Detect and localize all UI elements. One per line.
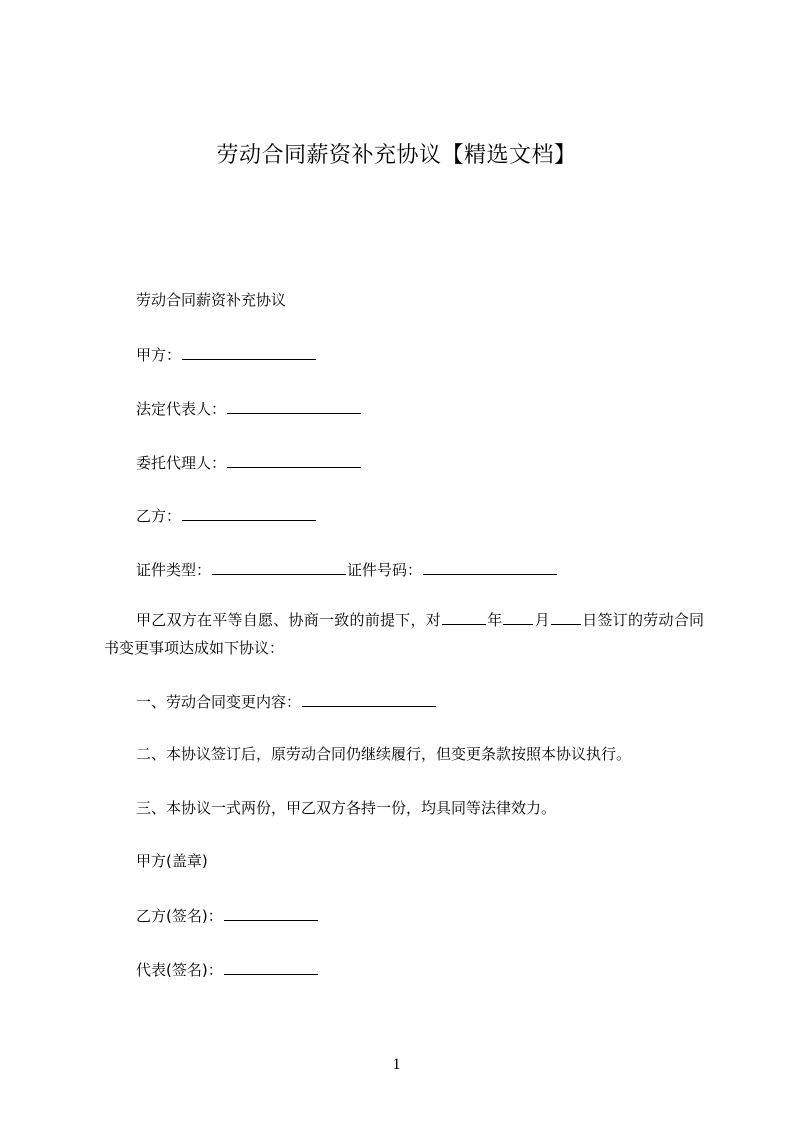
id-type-label: 证件类型： <box>136 561 212 579</box>
agent-blank <box>227 452 361 468</box>
page-number: 1 <box>392 1056 401 1073</box>
legal-rep-label: 法定代表人： <box>136 400 227 418</box>
clause-2: 二、本协议签订后，原劳动合同仍继续履行，但变更条款按照本协议执行。 <box>136 745 632 763</box>
intro-year: 年 <box>486 611 503 629</box>
party-b-sign-label: 乙方(签名)： <box>136 907 223 925</box>
rep-sign-blank <box>224 959 318 975</box>
id-type-blank <box>212 559 346 575</box>
month-blank <box>503 609 533 625</box>
document-subtitle: 劳动合同薪资补充协议 <box>136 291 287 309</box>
party-b-blank <box>182 505 316 521</box>
party-a-label: 甲方： <box>136 346 182 364</box>
id-line <box>136 559 558 580</box>
id-number-label: 证件号码： <box>347 561 423 579</box>
clause-3: 三、本协议一式两份，甲乙双方各持一份，均具同等法律效力。 <box>136 799 557 817</box>
party-b-sign-line <box>136 905 319 926</box>
agent-line <box>136 452 362 473</box>
clause-1-blank <box>302 691 436 707</box>
party-a-line <box>136 344 317 365</box>
rep-sign-line <box>136 959 319 980</box>
intro-month: 月 <box>534 611 550 629</box>
party-b-sign-blank <box>224 905 318 921</box>
intro-part2: 日签订的劳动合同书变更事项达成如下协议： <box>104 611 704 657</box>
agent-label: 委托代理人： <box>136 454 227 472</box>
intro-part1: 甲乙双方在平等自愿、协商一致的前提下，对 <box>136 611 441 629</box>
legal-rep-line <box>136 398 362 419</box>
year-blank <box>442 609 486 625</box>
rep-sign-label: 代表(签名)： <box>136 961 223 979</box>
day-blank <box>551 609 581 625</box>
party-a-seal: 甲方(盖章) <box>136 852 208 870</box>
intro-paragraph <box>104 606 704 662</box>
clause-1-label: 一、劳动合同变更内容： <box>136 693 302 711</box>
party-a-blank <box>182 344 316 360</box>
party-b-label: 乙方： <box>136 507 182 525</box>
legal-rep-blank <box>227 398 361 414</box>
clause-1-line <box>136 691 437 712</box>
document-title: 劳动合同薪资补充协议【精选文档】 <box>216 143 577 168</box>
id-number-blank <box>423 559 557 575</box>
party-b-line <box>136 505 317 526</box>
